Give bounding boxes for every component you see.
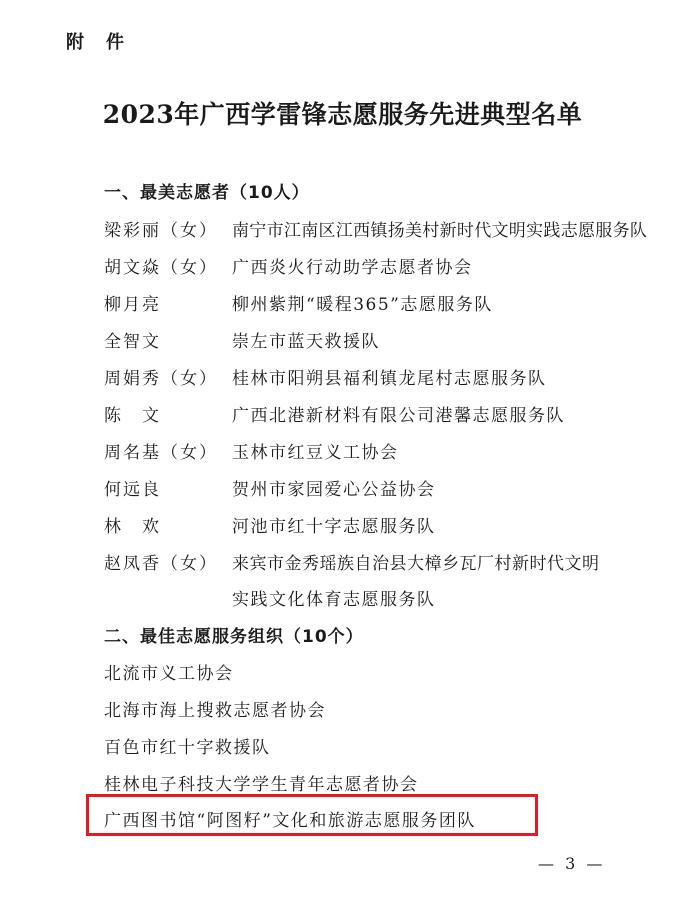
volunteer-org: 崇左市蓝天救援队: [232, 332, 380, 352]
section-heading-volunteers: 一、最美志愿者（10人）: [104, 183, 310, 203]
volunteer-name: 胡文焱（女）: [104, 258, 218, 278]
volunteer-name: 周娟秀（女）: [104, 369, 218, 389]
volunteer-name: 梁彩丽（女）: [104, 221, 218, 241]
volunteer-name: 周名基（女）: [104, 443, 218, 463]
list-item: 广西图书馆“阿图籽”文化和旅游志愿服务团队: [104, 811, 476, 831]
volunteer-name: 全智文: [104, 332, 161, 352]
list-item: 北海市海上搜救志愿者协会: [104, 701, 326, 721]
volunteer-org: 贺州市家园爱心公益协会: [232, 480, 436, 500]
volunteer-name: 陈 文: [104, 406, 161, 426]
list-item: 桂林电子科技大学学生青年志愿者协会: [104, 775, 419, 795]
list-item: 北流市义工协会: [104, 664, 234, 684]
volunteer-org: 南宁市江南区江西镇扬美村新时代文明实践志愿服务队: [232, 221, 648, 241]
volunteer-org-continuation: 实践文化体育志愿服务队: [232, 590, 436, 610]
attachment-label: 附 件: [66, 32, 126, 53]
volunteer-org: 来宾市金秀瑶族自治县大樟乡瓦厂村新时代文明: [232, 554, 600, 574]
volunteer-name: 林 欢: [104, 517, 161, 537]
volunteer-name: 何远良: [104, 480, 161, 500]
highlight-box: [86, 794, 538, 836]
volunteer-name: 柳月亮: [104, 295, 161, 315]
page-title: 2023年广西学雷锋志愿服务先进典型名单: [102, 100, 583, 129]
volunteer-org: 桂林市阳朔县福利镇龙尾村志愿服务队: [232, 369, 547, 389]
volunteer-name: 赵凤香（女）: [104, 554, 218, 574]
list-item: 百色市红十字救援队: [104, 738, 271, 758]
volunteer-org: 河池市红十字志愿服务队: [232, 517, 436, 537]
volunteer-org: 广西北港新材料有限公司港馨志愿服务队: [232, 406, 565, 426]
volunteer-org: 玉林市红豆义工协会: [232, 443, 399, 463]
volunteer-org: 柳州紫荆“暖程365”志愿服务队: [232, 295, 493, 315]
volunteer-org: 广西炎火行动助学志愿者协会: [232, 258, 473, 278]
page-number: — 3 —: [538, 854, 606, 873]
section-heading-organizations: 二、最佳志愿服务组织（10个）: [104, 627, 364, 647]
